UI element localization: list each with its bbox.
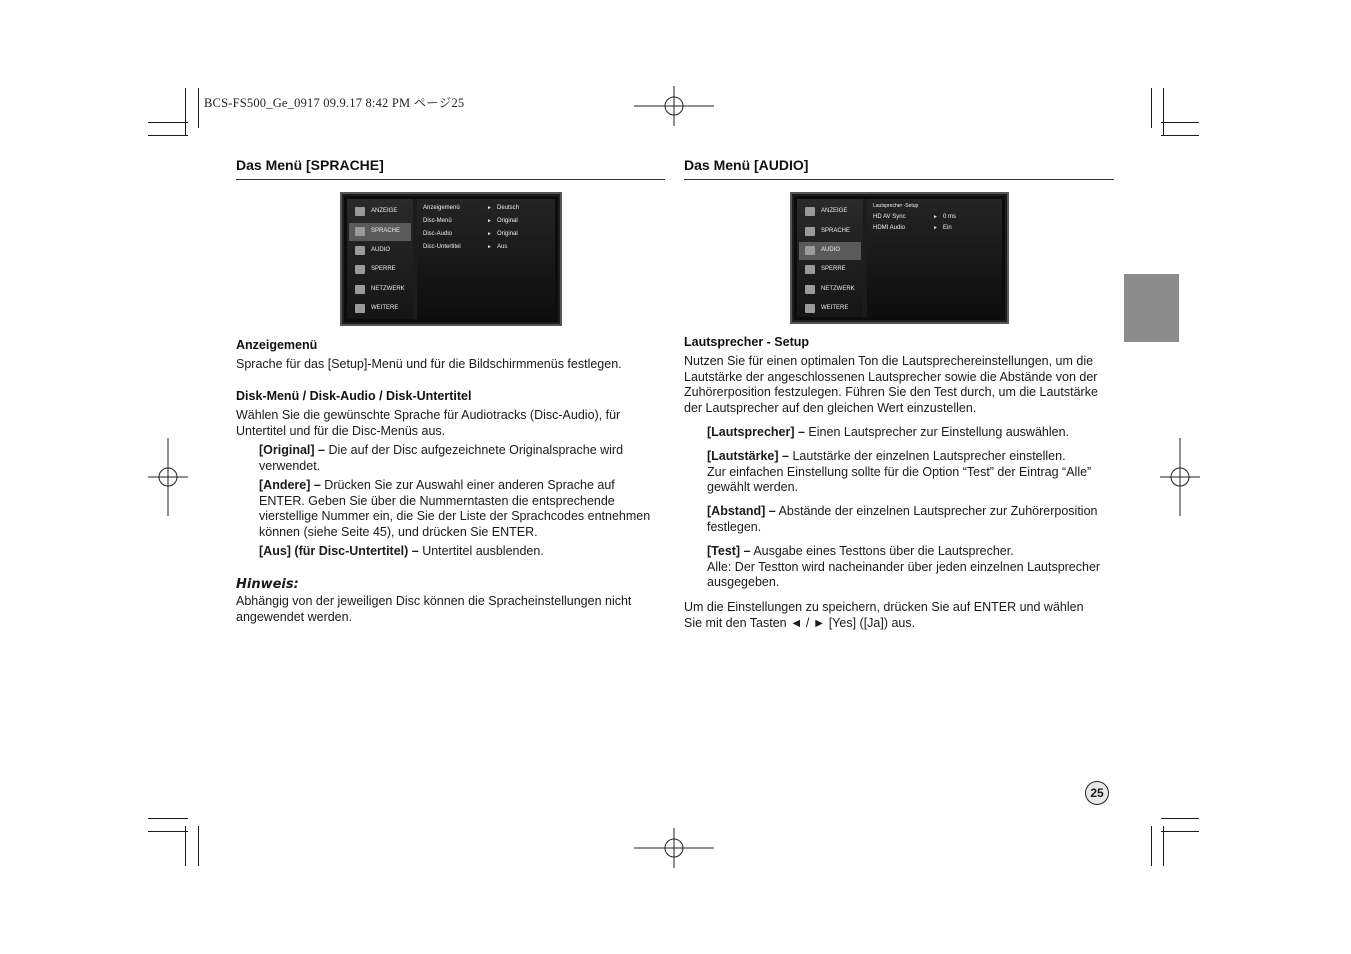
paragraph-save: Um die Einstellungen zu speichern, drücken Sie auf ENTER und wählen Sie mit den Tasten ◄ / ► [Yes] ([Ja]) aus. [684,600,1084,630]
registration-mark-right [1160,438,1200,516]
subheading-disk: Disk-Menü / Disk-Audio / Disk-Untertitel [236,389,472,403]
lock-icon [805,265,815,274]
option-label: Anzeigemenü [423,205,460,211]
option-label: HDMI Audio [873,225,906,231]
arrow-right-icon: ► [487,231,492,237]
subheading-lautsprecher-setup: Lautsprecher - Setup [684,335,810,349]
option-item-lautsprecher: [Lautsprecher] – Einen Lautsprecher zur Einstellung auswählen. [707,425,1070,439]
screenshot-audio-menu [790,192,1009,324]
menu-item-weitere: WEITERE [349,300,411,318]
arrow-right-icon: ► [933,214,938,220]
menu-item-sprache: SPRACHE [349,223,411,241]
note-text: Abhängig von der jeweiligen Disc können die Spracheinstellungen nicht angewendet werden. [236,594,632,624]
other-icon [355,304,365,313]
language-icon [355,227,365,236]
section-rule [684,179,1114,180]
option-item-aus: [Aus] (für Disc-Untertitel) – Untertitel ausblenden. [259,544,544,558]
menu-item-netzwerk: NETZWERK [799,281,861,299]
registration-mark-left [148,438,188,516]
screenshot-sprache-menu [340,192,562,326]
setup-menu-list [797,199,863,317]
page-number: 25 [1085,781,1109,805]
option-label: HD AV Sync [873,214,906,220]
paragraph: Wählen Sie die gewünschte Sprache für Audiotracks (Disc-Audio), für Untertitel und für die Disc-Menüs aus. [236,408,621,438]
note-title: Hinweis: [236,577,299,592]
section-title-audio: Das Menü [AUDIO] [684,157,809,173]
print-header: BCS-FS500_Ge_0917 09.9.17 8:42 PM ページ25 [204,96,465,110]
arrow-right-icon: ► [933,225,938,231]
menu-item-audio: AUDIO [799,242,861,260]
arrow-right-icon: ► [487,205,492,211]
menu-item-netzwerk: NETZWERK [349,281,411,299]
arrow-right-icon: ► [487,218,492,224]
option-label: Disc-Audio [423,231,453,237]
option-value: Aus [497,244,508,250]
chapter-tab [1124,274,1179,342]
other-icon [805,304,815,313]
arrow-right-icon: ► [487,244,492,250]
network-icon [805,285,815,294]
option-value: Original [497,218,518,224]
setup-options [867,199,1002,317]
menu-item-sperre: SPERRE [349,261,411,279]
display-icon [355,207,365,216]
paragraph: Sprache für das [Setup]-Menü und für die Bildschirmmenüs festlegen. [236,357,622,371]
option-label: Disc-Menü [423,218,452,224]
menu-item-sperre: SPERRE [799,261,861,279]
option-value: Original [497,231,518,237]
menu-item-audio: AUDIO [349,242,411,260]
registration-mark-bottom [634,828,714,868]
menu-item-anzeige: ANZEIGE [799,203,861,221]
registration-mark-top [634,86,714,126]
section-rule [236,179,665,180]
option-item-original: [Original] – Die auf der Disc aufgezeichnete Originalsprache wird verwendet. [259,443,624,473]
option-value: Ein [943,225,952,231]
option-value: 0 ms [943,214,957,220]
menu-item-sprache: SPRACHE [799,223,861,241]
paragraph: Nutzen Sie für einen optimalen Ton die Lautsprechereinstellungen, um die Lautstärke der angeschlossenen Lautsprecher sowie die Abstände von der Zuhörerposition festzulegen. Führen Sie den Test durch, um die Lautstärke der Lautsprecher auf den gleichen Wert einzustellen. [684,354,1098,415]
option-label: Lautsprecher -Setup [873,203,919,209]
subheading-anzeigemenu: Anzeigemenü [236,338,318,352]
lock-icon [355,265,365,274]
menu-item-weitere: WEITERE [799,300,861,318]
option-item-abstand: [Abstand] – Abstände der einzelnen Lautsprecher zur Zuhörerposition festlegen. [707,504,1098,534]
display-icon [805,207,815,216]
option-item-andere: [Andere] – Drücken Sie zur Auswahl einer anderen Sprache auf ENTER. Geben Sie über die Nummerntasten die entsprechende vierstellige Nummer ein, die Sie der Liste der Sprachcodes entnehmen können (siehe Seite 45), und drücken Sie ENTER. [259,478,651,539]
option-item-lautstaerke: [Lautstärke] – Lautstärke der einzelnen Lautsprecher einstellen. Zur einfachen Einstellung sollte für die Option “Test” der Eintrag “Alle” gewählt werden. [707,449,1092,494]
option-label: Disc-Untertitel [423,244,461,250]
option-item-test: [Test] – Ausgabe eines Testtons über die Lautsprecher. Alle: Der Testton wird nacheinander über jeden einzelnen Lautsprecher ausgegeben. [707,544,1101,589]
audio-icon [805,246,815,255]
setup-menu-list [347,199,413,319]
network-icon [355,285,365,294]
option-value: Deutsch [497,205,520,211]
audio-icon [355,246,365,255]
menu-item-anzeige: ANZEIGE [349,203,411,221]
language-icon [805,227,815,236]
section-title-sprache: Das Menü [SPRACHE] [236,157,384,173]
setup-options [417,199,555,319]
